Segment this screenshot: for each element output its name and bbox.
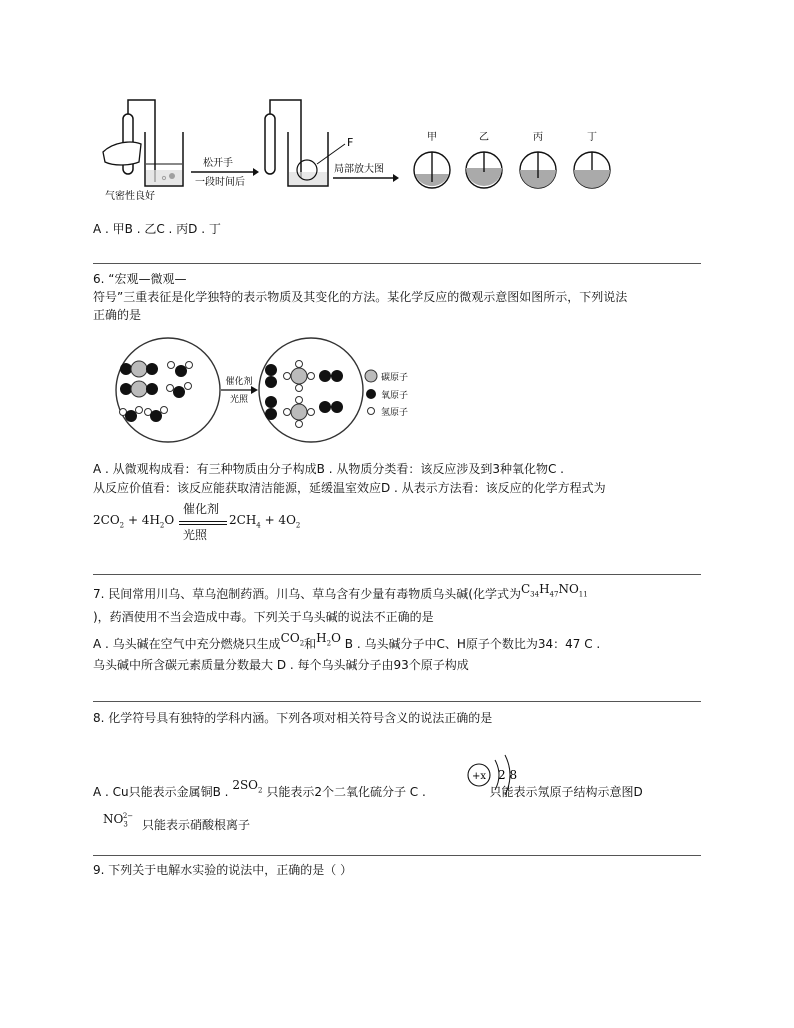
co2-formula: $CO_2$ <box>280 631 305 648</box>
divider <box>93 263 701 264</box>
eq-condition-bottom: 光照 <box>183 528 208 542</box>
panel-bing <box>520 131 556 188</box>
eq-double-line <box>179 521 227 525</box>
svg-text:甲: 甲 <box>427 132 437 143</box>
panel-jia <box>414 131 450 188</box>
release-label: 松开手 <box>203 158 233 169</box>
cond-catalyst: 催化剂 <box>225 377 253 387</box>
svg-text:+x: +x <box>471 771 487 782</box>
q9-stem: 9. 下列关于电解水实验的说法中，正确的是（ ） <box>93 863 353 877</box>
divider <box>93 855 701 856</box>
after-time-label: 一段时间后 <box>195 177 245 188</box>
q8-options-line2: $NO_3^{2-}$ 只能表示硝酸根离子 <box>103 812 250 832</box>
enlarge-label: 局部放大图 <box>334 164 384 175</box>
test-tube-1 <box>123 100 155 182</box>
so2-formula: $2SO_2$ <box>232 778 263 795</box>
airtightness-apparatus-figure <box>93 92 453 202</box>
svg-text:氧原子: 氧原子 <box>381 391 409 401</box>
q5-options: A . 甲B . 乙C . 丙D . 丁 <box>93 222 221 236</box>
label-F: F <box>347 136 354 149</box>
svg-text:2 8: 2 8 <box>498 768 518 782</box>
svg-text:丙: 丙 <box>533 132 543 143</box>
panel-yi <box>466 131 502 188</box>
svg-text:碳原子: 碳原子 <box>381 373 409 383</box>
q8-stem: 8. 化学符号具有独特的学科内涵。下列各项对相关符号含义的说法正确的是 <box>93 711 493 725</box>
svg-text:氢原子: 氢原子 <box>381 408 409 418</box>
q7-options-line2: 乌头碱中所含碳元素质量分数最大 D . 每个乌头碱分子由93个原子构成 <box>93 658 469 672</box>
reaction-micro-diagram <box>93 336 423 446</box>
q6-options-cd: 从反应价值看：该反应能获取清洁能源，延缓温室效应D . 从表示方法看：该反应的化学方程式为 <box>93 481 606 495</box>
no3-ion: $NO_3^{2-}$ <box>103 812 134 829</box>
q7-stem-line1: 7. 民间常用川乌、草乌泡制药酒。川乌、草乌含有少量有毒物质乌头碱(化学式为$C_{34}H_{47}NO_{11}$ <box>93 582 588 601</box>
eq-condition-top: 催化剂 <box>183 502 220 516</box>
divider <box>93 701 701 702</box>
aconitine-formula: $C_{34}H_{47}NO_{11}$ <box>520 582 588 599</box>
q7-options-line1: A . 乌头碱在空气中充分燃烧只生成$CO_2$和$H_2O$ B . 乌头碱分子中C、H原子个数比为34：47 C . <box>93 631 601 651</box>
q6-equation: $2CO_2 + 4H_2O$ 催化剂 光照 $2CH_4 + 4O_2$ <box>93 502 301 542</box>
divider <box>93 574 701 575</box>
q6-stem-line2: 符号”三重表征是化学独特的表示物质及其变化的方法。某化学反应的微观示意图如图所示，下列说法 <box>93 290 628 304</box>
q6-options-abc: A . 从微观构成看：有三种物质由分子构成B . 从物质分类看：该反应涉及到3种氧化物C . <box>93 462 564 476</box>
h2o-formula: $H_2O$ <box>316 631 341 648</box>
svg-text:丁: 丁 <box>587 132 597 143</box>
svg-text:乙: 乙 <box>479 132 489 143</box>
atom-legend <box>365 370 408 418</box>
cond-light: 光照 <box>229 395 249 405</box>
q7-stem-line2: )，药酒使用不当会造成中毒。下列关于乌头碱的说法不正确的是 <box>93 610 434 624</box>
test-tube-2 <box>265 100 301 178</box>
q8-options-line1: A . Cu只能表示金属铜B . $2SO_2$ 只能表示2个二氧化硫分子 C . 只能表示氖原子结构示意图D <box>93 778 643 799</box>
enlarged-panels <box>410 130 620 192</box>
q6-stem-line3: 正确的是 <box>93 308 142 322</box>
panel-ding <box>574 131 610 188</box>
hand-icon <box>103 142 141 165</box>
q6-stem-line1: 6. “宏观—微观— <box>93 272 187 286</box>
air-tight-label: 气密性良好 <box>105 191 155 202</box>
